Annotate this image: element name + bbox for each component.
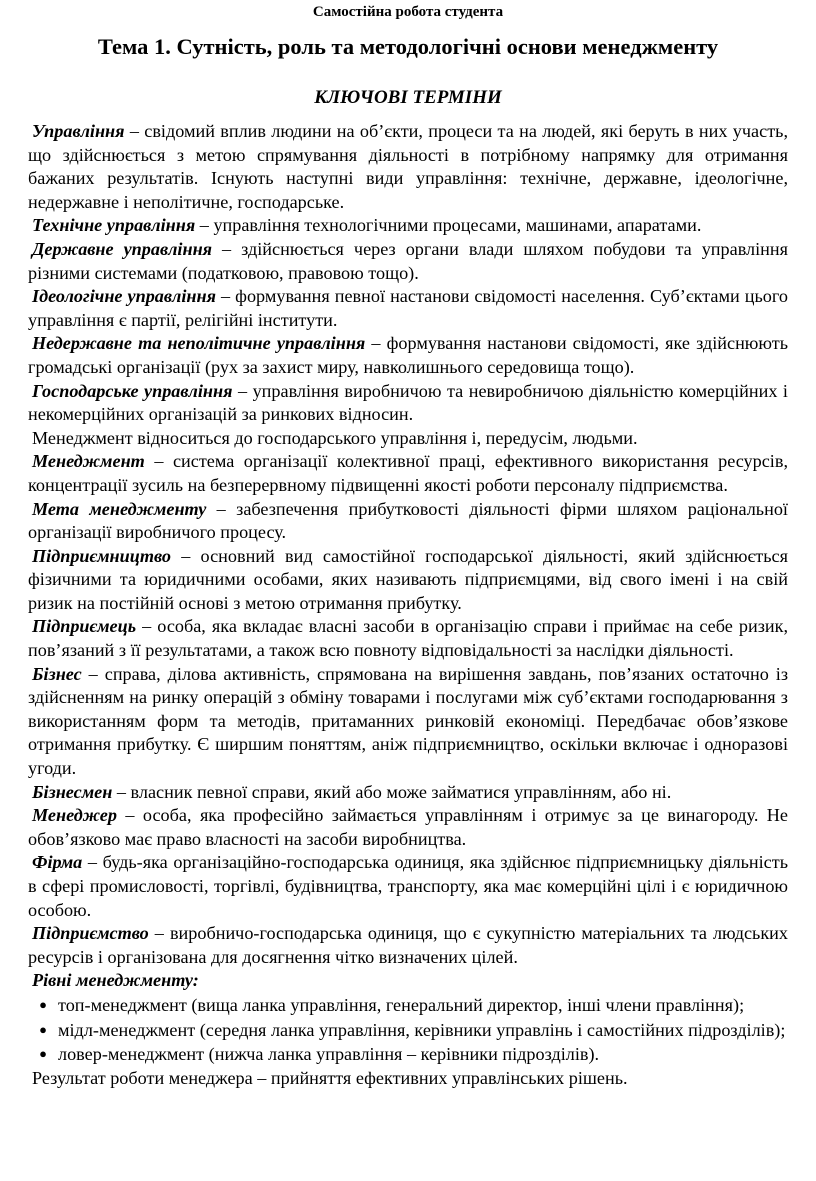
term-definition: – система організації колективної праці, ефективного використання ресурсів, концентрації зусиль на безперервному підвищенні якості роботи персоналу підприємства. xyxy=(28,451,788,495)
term-name: Ідеологічне управління xyxy=(32,286,216,307)
term-name: Бізнесмен xyxy=(32,781,113,802)
term-paragraph xyxy=(28,781,788,805)
term-name: Господарське управління xyxy=(32,380,233,401)
term-name: Фірма xyxy=(32,852,83,873)
term-paragraph xyxy=(28,663,788,781)
list-item-text: топ-менеджмент (вища ланка управління, генеральний директор, інші члени правління); xyxy=(58,994,745,1015)
term-paragraph xyxy=(28,615,788,662)
levels-title: Рівні менеджменту: xyxy=(32,970,199,991)
term-name: Управління xyxy=(32,121,125,141)
term-paragraph xyxy=(28,214,788,238)
term-name: Підприємець xyxy=(32,616,137,637)
term-name: Бізнес xyxy=(32,663,82,684)
term-paragraph xyxy=(28,545,788,616)
term-definition: – виробничо-господарська одиниця, що є сукупністю матеріальних та людських ресурсів і організована для досягнення чітко визначених цілей. xyxy=(28,923,788,967)
term-definition: – управління виробничою та невиробничою діяльністю комерційних і некомерційних організацій за ринкових відносин. xyxy=(28,380,788,425)
term-paragraph xyxy=(28,120,788,214)
term-name: Менеджмент xyxy=(32,451,145,472)
list-item xyxy=(28,1042,788,1067)
term-name: Мета менеджменту xyxy=(32,498,207,519)
page-title: Тема 1. Сутність, роль та методологічні основи менеджменту xyxy=(97,34,719,59)
term-paragraph xyxy=(28,804,788,851)
term-paragraph xyxy=(28,238,788,285)
levels-list xyxy=(28,993,788,1067)
term-definition: – забезпечення прибутковості діяльності фірми шляхом раціональної організації виробничого процесу. xyxy=(28,498,788,543)
term-definition: – управління технологічними процесами, машинами, апаратами. xyxy=(195,215,702,236)
term-definition: – власник певної справи, який або може займатися управлінням, або ні. xyxy=(112,781,672,802)
term-name: Підприємництво xyxy=(32,545,172,566)
terms-list xyxy=(28,120,788,969)
result-text: Результат роботи менеджера – прийняття ефективних управлінських рішень. xyxy=(32,1067,628,1088)
term-definition: – здійснюється через органи влади шляхом побудови та управління різними системами (податковою, правовою тощо). xyxy=(28,238,789,283)
term-paragraph xyxy=(28,332,788,379)
term-paragraph xyxy=(28,498,788,545)
term-paragraph xyxy=(28,285,788,332)
term-name: Недержавне та неполітичне управління xyxy=(32,333,366,354)
term-paragraph xyxy=(28,380,788,427)
list-item-text: мідл-менеджмент (середня ланка управління, керівники управлінь і самостійних підрозділів); xyxy=(58,1019,786,1040)
term-name: Технічне управління xyxy=(32,215,196,236)
section-heading: КЛЮЧОВІ ТЕРМІНИ xyxy=(314,87,502,108)
term-name: Підприємство xyxy=(32,923,149,944)
term-paragraph xyxy=(28,851,788,922)
result-paragraph xyxy=(28,1067,788,1091)
term-definition: – свідомий вплив людини на об’єкти, процеси та на людей, які беруть в них участь, що здійснюється з метою спрямування діяльності в потрібному напрямку для отримання бажаних результатів. Існують наступні види управління: технічне, державне, ідеологічне, недержавне і неполітичне, господарське. xyxy=(28,121,788,212)
bullet-icon: ● xyxy=(39,1021,47,1037)
list-item xyxy=(28,1018,788,1043)
term-name: Менеджер xyxy=(32,805,117,826)
term-definition: – будь-яка організаційно-господарська одиниця, яка здійснює підприємницьку діяльність в сфері промисловості, торгівлі, будівництва, транспорту, яка має комерційні цілі і є юридичною особою. xyxy=(28,852,788,920)
term-paragraph xyxy=(28,450,788,497)
bullet-icon: ● xyxy=(39,996,47,1012)
plain-paragraph xyxy=(28,427,788,451)
term-definition: – особа, яка професійно займається управлінням і отримує за це винагороду. Не обов’язково має право власності на засоби виробництва. xyxy=(28,805,788,849)
term-definition: – справа, ділова активність, спрямована на вирішення завдань, пов’язаних остаточно із здійсненням на ринку операцій з обміну товарами і послугами між суб’єктами господарювання з використанням форм та методів, притаманних ринковій економіці. Передбачає обов’язкове отримання прибутку. Є ширшим поняттям, аніж підприємництво, оскільки включає і одноразові угоди. xyxy=(28,663,788,779)
term-name: Державне управління xyxy=(32,238,213,259)
term-definition: – основний вид самостійної господарської діяльності, який здійснюється фізичними та юридичними особами, яких називають підприємцями, від свого імені і на свій ризик на постійній основі з метою отримання прибутку. xyxy=(28,545,788,613)
term-paragraph xyxy=(28,922,788,969)
paragraph-text: Менеджмент відноситься до господарського управління і, передусім, людьми. xyxy=(32,427,638,448)
term-definition: – формування певної настанови свідомості населення. Суб’єктами цього управління є партії, релігійні інститути. xyxy=(28,286,788,330)
list-item xyxy=(28,993,788,1018)
term-definition: – формування настанови свідомості, яке здійснюють громадські організації (рух за захист миру, навколишнього середовища тощо). xyxy=(28,333,788,377)
page-header: Самостійна робота студента xyxy=(312,4,504,20)
term-definition: – особа, яка вкладає власні засоби в організацію справи і приймає на себе ризик, пов’язаний з її результатами, а також всю повноту відповідальності за наслідки діяльності. xyxy=(28,616,788,661)
levels-heading xyxy=(28,969,788,993)
list-item-text: ловер-менеджмент (нижча ланка управління – керівники підрозділів). xyxy=(58,1044,600,1065)
bullet-icon: ● xyxy=(39,1046,47,1062)
